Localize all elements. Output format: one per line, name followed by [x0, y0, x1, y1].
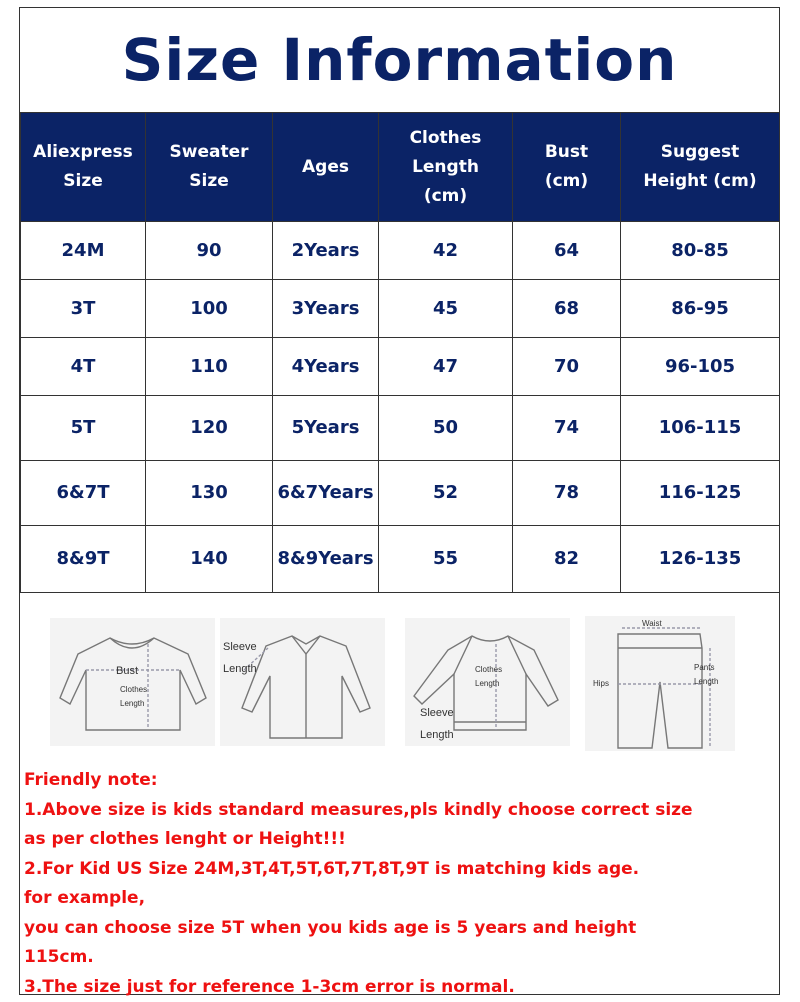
table-cell: 50	[379, 396, 513, 461]
table-cell: 140	[146, 526, 273, 593]
table-cell: 45	[379, 280, 513, 338]
table-cell: 5T	[21, 396, 146, 461]
note-line: 3.The size just for reference 1-3cm error is normal.	[24, 973, 779, 1002]
raglan-length-label: Length	[475, 679, 499, 688]
table-cell: 42	[379, 222, 513, 280]
header-bust: Bust (cm)	[513, 113, 621, 222]
note-line: 115cm.	[24, 943, 779, 973]
table-row	[21, 222, 780, 280]
sweater-bust-label: Bust	[116, 665, 138, 677]
table-cell: 82	[513, 526, 621, 593]
size-table	[20, 112, 780, 593]
table-header-row	[21, 113, 780, 222]
table-cell: 52	[379, 461, 513, 526]
table-cell: 2Years	[273, 222, 379, 280]
table-cell: 3Years	[273, 280, 379, 338]
table-row	[21, 461, 780, 526]
table-cell: 70	[513, 338, 621, 396]
header-ages: Ages	[273, 113, 379, 222]
raglan-clothes-label: Clothes	[475, 665, 502, 674]
sweater-length-label: Length	[120, 699, 144, 708]
header-clothes-length: Clothes Length (cm)	[379, 113, 513, 222]
table-cell: 5Years	[273, 396, 379, 461]
table-cell: 120	[146, 396, 273, 461]
table-cell: 6&7T	[21, 461, 146, 526]
note-line: 1.Above size is kids standard measures,pls kindly choose correct size	[24, 796, 779, 826]
table-cell: 47	[379, 338, 513, 396]
header-aliexpress-size: Aliexpress Size	[21, 113, 146, 222]
table-cell: 4Years	[273, 338, 379, 396]
shirt-sleeve-label: Sleeve	[223, 641, 257, 653]
pants-hips-label: Hips	[593, 679, 609, 688]
pants-pants-label: Pants	[694, 663, 714, 672]
shirt-length-label: Length	[223, 663, 257, 675]
table-cell: 100	[146, 280, 273, 338]
note-line: 2.For Kid US Size 24M,3T,4T,5T,6T,7T,8T,9T is matching kids age.	[24, 855, 779, 885]
table-cell: 96-105	[621, 338, 780, 396]
raglan-sleeve-length-label: Length	[420, 729, 454, 741]
note-line: as per clothes lenght or Height!!!	[24, 825, 779, 855]
note-line: for example,	[24, 884, 779, 914]
table-cell: 130	[146, 461, 273, 526]
page-title: Size Information	[20, 8, 779, 113]
table-cell: 90	[146, 222, 273, 280]
friendly-note	[24, 766, 779, 1002]
table-row	[21, 280, 780, 338]
table-cell: 78	[513, 461, 621, 526]
pants-waist-label: Waist	[642, 619, 662, 628]
sweater-clothes-label: Clothes	[120, 685, 147, 694]
header-sweater-size: Sweater Size	[146, 113, 273, 222]
table-cell: 24M	[21, 222, 146, 280]
table-cell: 80-85	[621, 222, 780, 280]
table-cell: 116-125	[621, 461, 780, 526]
table-cell: 8&9T	[21, 526, 146, 593]
table-row	[21, 396, 780, 461]
measurement-illustrations	[20, 598, 779, 768]
table-cell: 55	[379, 526, 513, 593]
pants-length-label: Length	[694, 677, 718, 686]
table-cell: 4T	[21, 338, 146, 396]
note-heading: Friendly note:	[24, 766, 779, 796]
table-cell: 64	[513, 222, 621, 280]
table-cell: 86-95	[621, 280, 780, 338]
raglan-sleeve-label: Sleeve	[420, 707, 454, 719]
size-chart-card	[19, 7, 780, 995]
table-cell: 68	[513, 280, 621, 338]
table-cell: 106-115	[621, 396, 780, 461]
table-row	[21, 526, 780, 593]
table-cell: 6&7Years	[273, 461, 379, 526]
table-cell: 74	[513, 396, 621, 461]
table-cell: 3T	[21, 280, 146, 338]
note-line: you can choose size 5T when you kids age is 5 years and height	[24, 914, 779, 944]
table-cell: 8&9Years	[273, 526, 379, 593]
table-cell: 126-135	[621, 526, 780, 593]
table-cell: 110	[146, 338, 273, 396]
header-suggest-height: Suggest Height (cm)	[621, 113, 780, 222]
table-row	[21, 338, 780, 396]
